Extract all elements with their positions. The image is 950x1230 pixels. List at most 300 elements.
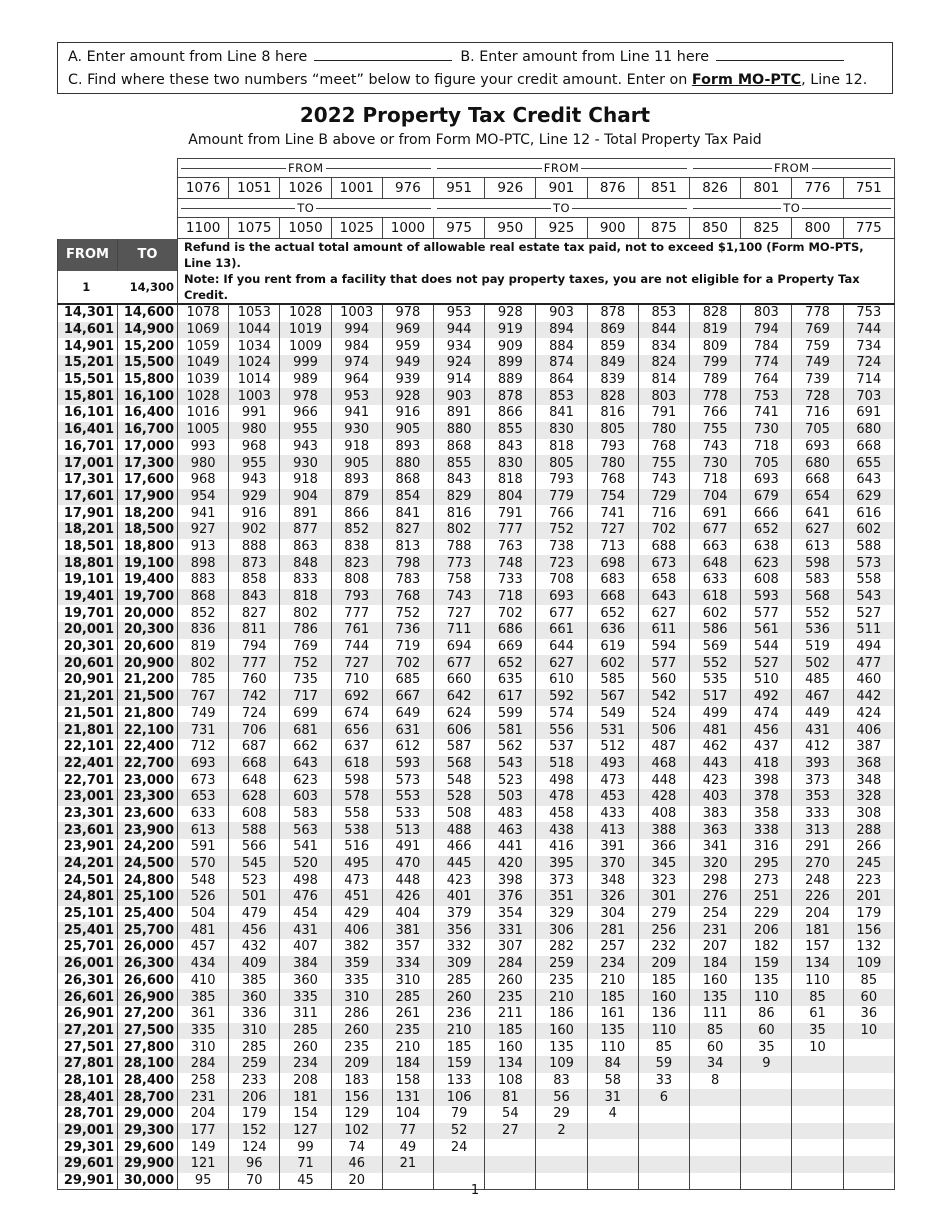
credit-cell: 310	[229, 1023, 280, 1040]
credit-cell: 754	[587, 489, 638, 506]
line-b-input[interactable]	[716, 47, 844, 61]
credit-cell: 728	[792, 388, 843, 405]
row-to: 19,700	[118, 589, 178, 606]
credit-cell: 666	[741, 505, 792, 522]
credit-cell: 974	[331, 355, 382, 372]
credit-cell: 774	[741, 355, 792, 372]
credit-cell: 426	[382, 889, 433, 906]
credit-cell: 373	[792, 772, 843, 789]
credit-cell: 777	[229, 655, 280, 672]
credit-cell: 883	[178, 572, 229, 589]
credit-cell: 409	[229, 956, 280, 973]
credit-cell: 816	[587, 405, 638, 422]
credit-cell: 788	[434, 539, 485, 556]
credit-cell: 104	[382, 1106, 433, 1123]
credit-cell: 714	[843, 372, 894, 389]
credit-cell: 338	[741, 822, 792, 839]
credit-cell	[792, 1073, 843, 1090]
credit-cell: 827	[382, 522, 433, 539]
credit-cell: 984	[331, 338, 382, 355]
column-from-row	[58, 178, 895, 199]
table-row	[58, 889, 895, 906]
credit-cell: 541	[280, 839, 331, 856]
credit-cell: 608	[229, 806, 280, 823]
credit-cell: 730	[741, 422, 792, 439]
credit-cell: 183	[331, 1073, 382, 1090]
credit-cell: 713	[587, 539, 638, 556]
credit-cell: 408	[638, 806, 689, 823]
credit-cell: 843	[229, 589, 280, 606]
credit-cell: 852	[331, 522, 382, 539]
credit-cell: 499	[690, 706, 741, 723]
form-mo-ptc-link[interactable]: Form MO-PTC	[691, 72, 802, 88]
credit-cell: 210	[587, 973, 638, 990]
credit-cell: 313	[792, 822, 843, 839]
credit-cell: 611	[638, 622, 689, 639]
credit-cell: 692	[331, 689, 382, 706]
credit-cell: 623	[280, 772, 331, 789]
credit-cell: 602	[843, 522, 894, 539]
credit-cell: 706	[229, 722, 280, 739]
table-row	[58, 1073, 895, 1090]
credit-cell: 794	[229, 639, 280, 656]
credit-cell: 894	[536, 322, 587, 339]
row-to: 22,700	[118, 756, 178, 773]
credit-cell: 511	[843, 622, 894, 639]
credit-cell: 613	[792, 539, 843, 556]
credit-cell: 863	[280, 539, 331, 556]
line-a-input[interactable]	[314, 47, 452, 61]
credit-cell: 803	[741, 304, 792, 322]
credit-cell: 59	[638, 1056, 689, 1073]
credit-cell: 208	[280, 1073, 331, 1090]
credit-cell: 476	[280, 889, 331, 906]
credit-cell: 284	[178, 1056, 229, 1073]
page-title: 2022 Property Tax Credit Chart	[299, 103, 651, 127]
credit-cell: 498	[280, 872, 331, 889]
table-row	[58, 822, 895, 839]
row-to: 15,800	[118, 372, 178, 389]
credit-cell: 429	[331, 906, 382, 923]
credit-cell: 260	[434, 989, 485, 1006]
row-to: 27,200	[118, 1006, 178, 1023]
credit-cell: 752	[536, 522, 587, 539]
credit-cell: 809	[690, 338, 741, 355]
credit-cell: 905	[382, 422, 433, 439]
credit-cell: 10	[792, 1039, 843, 1056]
credit-cell: 878	[587, 304, 638, 322]
credit-cell: 201	[843, 889, 894, 906]
credit-cell: 658	[638, 572, 689, 589]
credit-cell: 830	[536, 422, 587, 439]
credit-cell: 470	[382, 856, 433, 873]
credit-cell: 891	[434, 405, 485, 422]
credit-cell: 387	[843, 739, 894, 756]
row-header-to: TO	[118, 239, 178, 272]
column-range-value: 825	[741, 218, 792, 239]
credit-cell: 903	[536, 304, 587, 322]
credit-cell: 549	[587, 706, 638, 723]
credit-cell: 816	[434, 505, 485, 522]
credit-cell: 780	[587, 455, 638, 472]
credit-cell: 301	[638, 889, 689, 906]
credit-cell: 431	[792, 722, 843, 739]
row-to: 18,800	[118, 539, 178, 556]
credit-cell: 86	[741, 1006, 792, 1023]
credit-cell: 134	[792, 956, 843, 973]
credit-cell: 768	[382, 589, 433, 606]
credit-cell: 518	[536, 756, 587, 773]
row-from: 16,701	[58, 439, 118, 456]
credit-cell: 544	[741, 639, 792, 656]
credit-cell: 159	[741, 956, 792, 973]
credit-cell: 779	[536, 489, 587, 506]
credit-cell: 231	[178, 1089, 229, 1106]
row-to: 14,900	[118, 322, 178, 339]
table-row	[58, 772, 895, 789]
credit-cell: 953	[434, 304, 485, 322]
credit-cell: 527	[843, 605, 894, 622]
credit-cell: 111	[690, 1006, 741, 1023]
credit-cell: 179	[843, 906, 894, 923]
credit-cell: 854	[382, 489, 433, 506]
credit-cell: 306	[536, 922, 587, 939]
credit-cell: 406	[843, 722, 894, 739]
credit-cell: 370	[587, 856, 638, 873]
credit-cell: 803	[638, 388, 689, 405]
credit-cell: 598	[792, 555, 843, 572]
table-row	[58, 639, 895, 656]
credit-cell: 743	[434, 589, 485, 606]
credit-cell: 332	[434, 939, 485, 956]
credit-cell: 805	[536, 455, 587, 472]
credit-cell: 506	[638, 722, 689, 739]
credit-cell: 712	[178, 739, 229, 756]
credit-cell: 673	[178, 772, 229, 789]
credit-cell: 282	[536, 939, 587, 956]
row-from: 29,301	[58, 1139, 118, 1156]
credit-cell: 581	[485, 722, 536, 739]
credit-cell: 538	[331, 822, 382, 839]
credit-cell: 868	[178, 589, 229, 606]
credit-cell: 909	[485, 338, 536, 355]
credit-cell: 594	[638, 639, 689, 656]
credit-cell: 1059	[178, 338, 229, 355]
column-group-label	[434, 159, 690, 178]
credit-cell	[741, 1156, 792, 1173]
credit-cell	[690, 1156, 741, 1173]
credit-cell: 398	[485, 872, 536, 889]
credit-cell: 1044	[229, 322, 280, 339]
row-to: 19,400	[118, 572, 178, 589]
column-range-value: 851	[638, 178, 689, 199]
credit-cell: 716	[638, 505, 689, 522]
credit-cell: 335	[178, 1023, 229, 1040]
credit-cell	[792, 1106, 843, 1123]
credit-cell	[434, 1156, 485, 1173]
credit-cell: 406	[331, 922, 382, 939]
column-group-label	[690, 199, 895, 218]
column-range-value: 976	[382, 178, 433, 199]
credit-cell: 31	[587, 1089, 638, 1106]
credit-cell: 618	[690, 589, 741, 606]
credit-cell: 593	[382, 756, 433, 773]
row-header-spacer	[58, 159, 118, 178]
table-row	[58, 1039, 895, 1056]
row-from: 27,201	[58, 1023, 118, 1040]
group-label-text: TO	[783, 201, 801, 215]
credit-cell: 401	[434, 889, 485, 906]
credit-cell: 994	[331, 322, 382, 339]
credit-cell: 548	[434, 772, 485, 789]
credit-cell: 704	[690, 489, 741, 506]
credit-cell: 71	[280, 1156, 331, 1173]
credit-cell: 588	[843, 539, 894, 556]
credit-cell: 879	[331, 489, 382, 506]
credit-cell: 134	[485, 1056, 536, 1073]
credit-cell: 927	[178, 522, 229, 539]
credit-cell: 636	[587, 622, 638, 639]
table-row	[58, 605, 895, 622]
row-to: 17,900	[118, 489, 178, 506]
credit-cell: 124	[229, 1139, 280, 1156]
credit-cell: 955	[280, 422, 331, 439]
credit-cell	[690, 1106, 741, 1123]
credit-cell: 891	[280, 505, 331, 522]
credit-cell: 504	[178, 906, 229, 923]
credit-cell: 802	[178, 655, 229, 672]
credit-cell: 866	[331, 505, 382, 522]
credit-cell: 58	[587, 1073, 638, 1090]
credit-cell: 310	[382, 973, 433, 990]
credit-cell: 685	[382, 672, 433, 689]
credit-cell: 668	[792, 472, 843, 489]
credit-cell: 674	[331, 706, 382, 723]
credit-cell: 160	[690, 973, 741, 990]
credit-cell: 96	[229, 1156, 280, 1173]
row-to: 20,600	[118, 639, 178, 656]
credit-cell: 360	[280, 973, 331, 990]
row-from: 25,701	[58, 939, 118, 956]
credit-cell: 382	[331, 939, 382, 956]
credit-cell: 785	[178, 672, 229, 689]
row-from: 18,801	[58, 555, 118, 572]
credit-cell: 833	[280, 572, 331, 589]
credit-cell: 668	[229, 756, 280, 773]
credit-cell: 736	[382, 622, 433, 639]
credit-cell: 285	[229, 1039, 280, 1056]
credit-cell: 34	[690, 1056, 741, 1073]
credit-cell: 359	[331, 956, 382, 973]
row-from: 26,001	[58, 956, 118, 973]
credit-cell: 121	[178, 1156, 229, 1173]
credit-cell: 523	[485, 772, 536, 789]
credit-cell: 270	[792, 856, 843, 873]
row-from: 22,101	[58, 739, 118, 756]
page-subtitle: Amount from Line B above or from Form MO-PTC, Line 12 - Total Property Tax Paid	[188, 132, 762, 148]
credit-cell: 204	[178, 1106, 229, 1123]
credit-cell: 320	[690, 856, 741, 873]
table-row	[58, 989, 895, 1006]
credit-cell: 585	[587, 672, 638, 689]
credit-cell: 652	[741, 522, 792, 539]
row-from: 25,401	[58, 922, 118, 939]
credit-cell: 61	[792, 1006, 843, 1023]
credit-cell: 741	[741, 405, 792, 422]
credit-cell: 828	[690, 304, 741, 322]
credit-cell: 449	[792, 706, 843, 723]
credit-cell: 135	[690, 989, 741, 1006]
credit-cell: 285	[280, 1023, 331, 1040]
row-from: 21,501	[58, 706, 118, 723]
credit-cell: 456	[741, 722, 792, 739]
credit-cell: 993	[178, 439, 229, 456]
credit-cell: 231	[690, 922, 741, 939]
credit-cell: 286	[331, 1006, 382, 1023]
table-row	[58, 1056, 895, 1073]
credit-cell: 718	[690, 472, 741, 489]
credit-cell	[792, 1089, 843, 1106]
credit-cell: 941	[178, 505, 229, 522]
credit-cell: 739	[792, 372, 843, 389]
credit-cell: 85	[638, 1039, 689, 1056]
instruction-a-label: A. Enter amount from Line 8 here	[68, 49, 308, 65]
row-to: 26,600	[118, 973, 178, 990]
credit-cell: 385	[229, 973, 280, 990]
credit-cell: 335	[280, 989, 331, 1006]
credit-cell: 204	[792, 906, 843, 923]
credit-cell	[843, 1156, 894, 1173]
credit-cell: 903	[434, 388, 485, 405]
row-to: 26,900	[118, 989, 178, 1006]
credit-cell: 135	[587, 1023, 638, 1040]
row-from: 18,201	[58, 522, 118, 539]
group-label-text: FROM	[287, 161, 324, 175]
credit-cell: 254	[690, 906, 741, 923]
row-to: 22,100	[118, 722, 178, 739]
credit-cell: 731	[178, 722, 229, 739]
credit-cell: 129	[331, 1106, 382, 1123]
credit-cell: 79	[434, 1106, 485, 1123]
credit-cell: 687	[229, 739, 280, 756]
credit-cell: 358	[741, 806, 792, 823]
credit-cell: 702	[382, 655, 433, 672]
credit-cell: 755	[690, 422, 741, 439]
credit-cell: 70	[229, 1173, 280, 1190]
credit-cell: 717	[280, 689, 331, 706]
credit-cell: 357	[382, 939, 433, 956]
credit-cell: 83	[536, 1073, 587, 1090]
credit-cell: 711	[434, 622, 485, 639]
credit-cell: 930	[280, 455, 331, 472]
credit-cell: 46	[331, 1156, 382, 1173]
credit-cell: 613	[178, 822, 229, 839]
credit-cell: 791	[485, 505, 536, 522]
credit-cell: 627	[638, 605, 689, 622]
credit-cell: 780	[638, 422, 689, 439]
row-from: 27,801	[58, 1056, 118, 1073]
credit-cell: 727	[434, 605, 485, 622]
credit-cell: 880	[382, 455, 433, 472]
credit-cell: 102	[331, 1123, 382, 1140]
credit-cell: 85	[843, 973, 894, 990]
credit-cell: 844	[638, 322, 689, 339]
credit-cell	[485, 1139, 536, 1156]
credit-cell: 616	[843, 505, 894, 522]
credit-cell: 766	[536, 505, 587, 522]
column-to-row	[58, 218, 895, 239]
credit-cell: 85	[792, 989, 843, 1006]
credit-cell: 764	[741, 372, 792, 389]
table-row	[58, 355, 895, 372]
credit-cell: 537	[536, 739, 587, 756]
credit-cell	[843, 1056, 894, 1073]
row-from: 24,201	[58, 856, 118, 873]
credit-cell: 502	[792, 655, 843, 672]
credit-cell: 1028	[178, 388, 229, 405]
credit-cell: 520	[280, 856, 331, 873]
credit-cell: 526	[178, 889, 229, 906]
credit-cell: 718	[485, 589, 536, 606]
credit-cell: 276	[690, 889, 741, 906]
credit-cell: 602	[690, 605, 741, 622]
credit-cell: 458	[536, 806, 587, 823]
table-row	[58, 572, 895, 589]
credit-cell: 968	[229, 439, 280, 456]
credit-cell: 819	[178, 639, 229, 656]
credit-cell: 333	[792, 806, 843, 823]
credit-cell: 643	[843, 472, 894, 489]
credit-cell: 135	[741, 973, 792, 990]
credit-cell: 592	[536, 689, 587, 706]
credit-cell: 159	[434, 1056, 485, 1073]
credit-cell: 849	[587, 355, 638, 372]
row-to: 27,500	[118, 1023, 178, 1040]
credit-cell: 943	[229, 472, 280, 489]
credit-cell: 744	[331, 639, 382, 656]
credit-cell: 210	[434, 1023, 485, 1040]
credit-cell: 561	[741, 622, 792, 639]
credit-cell: 748	[485, 555, 536, 572]
credit-cell: 941	[331, 405, 382, 422]
credit-cell: 8	[690, 1073, 741, 1090]
row-from: 22,401	[58, 756, 118, 773]
credit-cell	[638, 1106, 689, 1123]
credit-cell: 930	[331, 422, 382, 439]
refund-note: Refund is the actual total amount of allowable real estate tax paid, not to exceed $1,100 (Form MO-PTS, Line 13).	[178, 239, 895, 272]
credit-cell: 553	[382, 789, 433, 806]
credit-cell: 878	[485, 388, 536, 405]
row-from: 16,101	[58, 405, 118, 422]
credit-cell	[587, 1139, 638, 1156]
credit-cell: 893	[382, 439, 433, 456]
credit-cell: 407	[280, 939, 331, 956]
credit-cell: 655	[843, 455, 894, 472]
credit-cell: 136	[638, 1006, 689, 1023]
credit-cell: 495	[331, 856, 382, 873]
credit-cell: 236	[434, 1006, 485, 1023]
credit-cell: 328	[843, 789, 894, 806]
credit-cell: 859	[587, 338, 638, 355]
credit-cell: 761	[331, 622, 382, 639]
credit-cell: 388	[638, 822, 689, 839]
credit-cell: 20	[331, 1173, 382, 1190]
credit-cell: 487	[638, 739, 689, 756]
credit-cell: 804	[485, 489, 536, 506]
credit-cell: 669	[485, 639, 536, 656]
row-from: 14,601	[58, 322, 118, 339]
credit-cell: 354	[485, 906, 536, 923]
